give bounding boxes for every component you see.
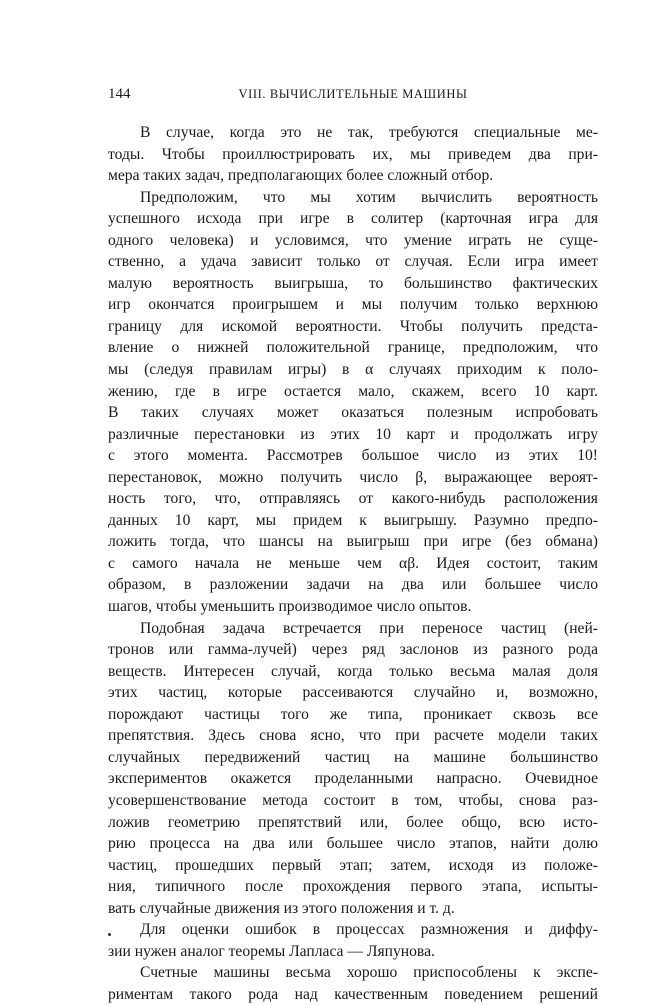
text-line: ность того, что, отправляясь от какого-нибудь расположения [108,490,598,508]
text-line: риментам такого рода над качественным поведением решений [108,985,598,1003]
text-line: случайных передвижений частиц на машине большинство [108,748,598,766]
text-line: шагов, чтобы уменьшить производимое число опытов. [108,598,472,616]
text-line: ния, типичного после прохождения первого этапа, испыты- [108,878,598,896]
text-line: частиц, прошедших первый этап; затем, исходя из положе- [108,856,598,874]
text-line: веществ. Интересен случай, когда только весьма малая доля [108,662,598,680]
text-line: мера таких задач, предполагающих более сложный отбор. [108,167,494,185]
page-number: 144 [108,86,131,102]
text-line: ложить тогда, что шансы на выигрыш при игре (без обмана) [108,533,598,551]
text-line: с самого начала не меньше чем αβ. Идея состоит, таким [108,554,598,572]
text-line: ложив геометрию препятствий или, более общо, всю исто- [108,813,598,831]
text-line: мы (следуя правилам игры) в α случаях приходим к поло- [108,361,598,379]
text-line: Предположим, что мы хотим вычислить вероятность [140,188,598,206]
running-title: VIII. ВЫЧИСЛИТЕЛЬНЫЕ МАШИНЫ [238,87,468,101]
text-line: рию процесса на два или большее число этапов, найти долю [108,835,598,853]
text-line: образом, в разложении задачи на два или большее число [108,576,598,594]
text-line: жению, где в игре остается мало, скажем, всего 10 карт. [108,382,598,400]
print-speck [108,933,111,936]
text-line: В случае, когда это не так, требуются специальные ме- [140,124,598,141]
page-header [108,86,598,108]
text-line: усовершенствование метода состоит в том, чтобы, снова раз- [108,791,598,809]
text-line: малую вероятность выигрыша, то большинство фактических [108,274,598,292]
text-line: Для оценки ошибок в процессах размножения и диффу- [140,921,598,939]
text-line: тронов или гамма-лучей) через ряд заслонов из разного рода [108,641,598,659]
page-body [108,122,598,1005]
text-line: вать случайные движения из этого положения и т. д. [108,899,455,917]
text-line: игр окончатся проигрышем и мы получим только верхнюю [108,296,598,314]
text-line: Подобная задача встречается при переносе частиц (ней- [140,619,598,637]
text-line: тоды. Чтобы проиллюстрировать их, мы приведем два при- [108,145,598,163]
text-line: перестановок, можно получить число β, выражающее вероят- [108,468,598,486]
text-line: одного человека) и условимся, что умение играть не суще- [108,231,598,249]
text-line: данных 10 карт, мы придем к выигрышу. Разумно предпо- [108,511,598,529]
text-line: этих частиц, которые рассеиваются случайно и, возможно, [108,684,598,702]
text-line: успешного исхода при игре в солитер (карточная игра для [108,210,598,228]
text-line: В таких случаях может оказаться полезным испробовать [108,404,598,422]
text-line: различные перестановки из этих 10 карт и продолжать игру [108,425,598,443]
text-line: с этого момента. Рассмотрев большое число из этих 10! [108,447,598,465]
text-line: экспериментов окажется проделанными напрасно. Очевидное [108,770,598,788]
text-line: порождают частицы того же типа, проникает сквозь все [108,705,598,723]
text-line: границу для искомой вероятности. Чтобы получить предста- [108,317,598,335]
text-line: ственно, а удача зависит только от случая. Если игра имеет [108,253,598,271]
text-line: зии нужен аналог теоремы Лапласа — Ляпунова. [108,942,435,960]
text-line: препятствия. Здесь снова ясно, что при расчете модели таких [108,727,598,745]
text-line: Счетные машины весьма хорошо приспособлены к экспе- [140,964,598,982]
text-line: вление о нижней положительной границе, предположим, что [108,339,598,357]
